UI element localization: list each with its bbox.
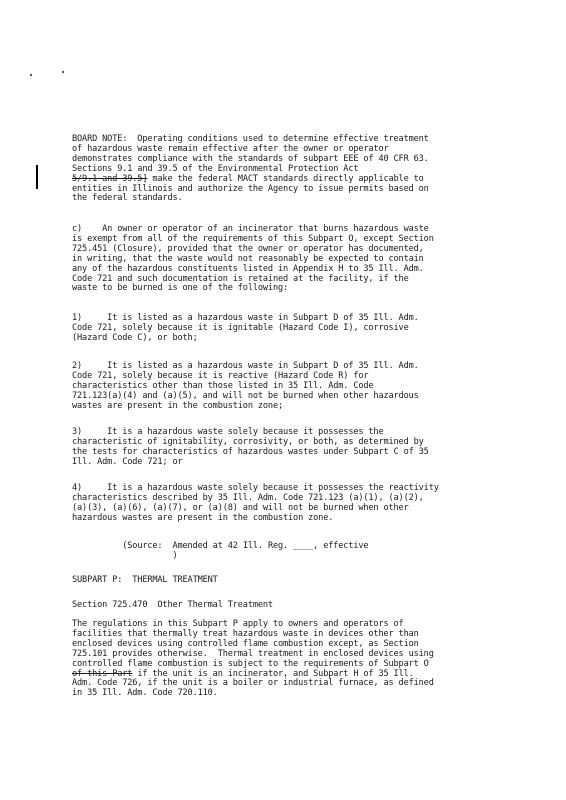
revision-margin-bar [36,165,38,189]
list-item-2: 2) It is listed as a hazardous waste in Subpart D of 35 Ill. Adm. Code 721, solely because it is reactive (Hazard Code R) for characteristics other than those listed in 35 Ill. Adm. Code 721.123(a)(4) and (a)(5), and will not be burned when other hazardous wastes are present in the combustion zone; [72,361,419,411]
board-note-line: make the federal MACT standards directly applicable to [147,173,424,184]
paragraph-c: c) An owner or operator of an incinerator that burns hazardous waste is exempt from all of the requirements of this Subpart O, except Section 725.451 (Closure), provided that the owner or operator has documented, in writing, that the waste would not reasonably be expected to contain any of the hazardous constituents listed in Appendix H to 35 Ill. Adm. Code 721 and such documentation is retained at the facility, if the waste to be burned is one of the following: [72,224,434,294]
source-note: (Source: Amended at 42 Ill. Reg. ____, effective ) [122,541,369,561]
board-note-line: BOARD NOTE: Operating conditions used to determine effective treatment [72,134,429,144]
section-heading: Section 725.470 Other Thermal Treatment [72,600,273,610]
section-body [72,620,504,699]
board-note-line: Sections 9.1 and 39.5 of the Environmental Protection Act [72,163,359,174]
section-body-text: The regulations in this Subpart P apply to owners and operators of facilities that thermally treat hazardous waste in devices other than enclosed devices using controlled flame combustion except, as Section 725.101 provides otherwise. Thermal treatment in enclosed devices using controlled flame combustion is subject to the requirements of Subpart O [72,619,434,669]
subpart-heading: SUBPART P: THERMAL TREATMENT [72,575,218,585]
list-item-4: 4) It is a hazardous waste solely because it possesses the reactivity characteristics described by 35 Ill. Adm. Code 721.123 (a)(1), (a)(2), (a)(3), (a)(6), (a)(7), or (a)(8) and will not be burned when other hazardous wastes are present in the combustion zone. [72,483,439,523]
section-body-text: if the unit is an incinerator, and Subpart H of 35 Ill. Adm. Code 726, if the unit is a boiler or industrial furnace, as defined in 35 Ill. Adm. Code 720.110. [72,668,434,699]
board-note [72,135,504,204]
scan-speck [30,74,32,76]
board-note-line: the federal standards. [72,193,183,204]
board-note-line: entities in Illinois and authorize the Agency to issue permits based on [72,183,429,194]
board-note-line: of hazardous waste remain effective after the owner or operator [72,143,389,154]
scan-speck [62,71,64,73]
struck-text: of this Part [72,668,133,679]
struck-citation: 5/9.1 and 39.5] [72,173,148,184]
list-item-1: 1) It is listed as a hazardous waste in Subpart D of 35 Ill. Adm. Code 721, solely because it is ignitable (Hazard Code I), corrosive (Hazard Code C), or both; [72,313,419,343]
list-item-3: 3) It is a hazardous waste solely because it possesses the characteristic of ignitability, corrosivity, or both, as determined by the tests for characteristics of hazardous wastes under Subpart C of 35 Ill. Adm. Code 721; or [72,427,429,467]
board-note-line: demonstrates compliance with the standards of subpart EEE of 40 CFR 63. [72,153,429,164]
